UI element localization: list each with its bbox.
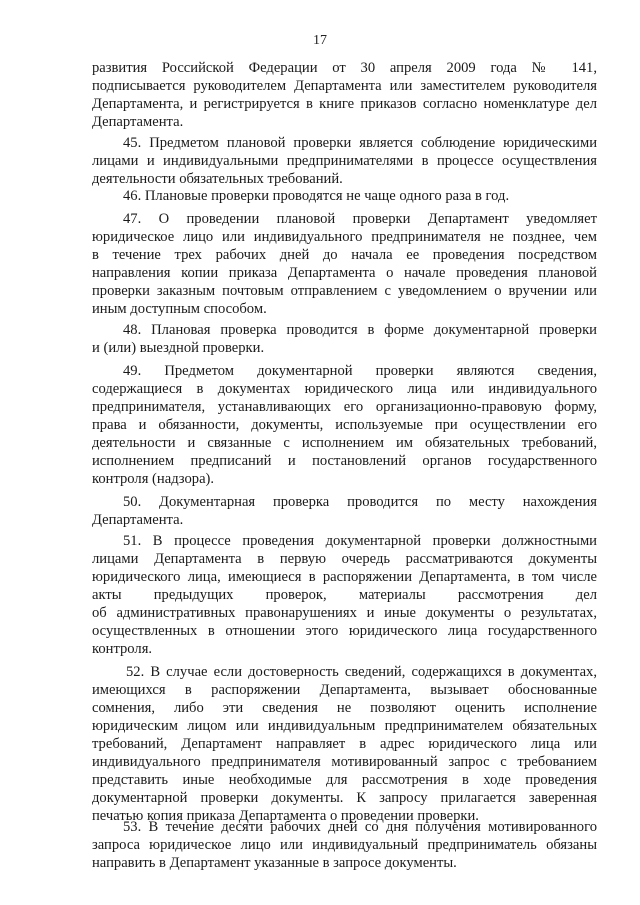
paragraph-50-line: 50. Документарная проверка проводится по месту нахождения [123,494,597,510]
paragraph-45-line: лицами и индивидуальными предпринимателями в процессе осуществления [92,153,597,169]
paragraph-45-line: деятельности обязательных требований. [92,171,343,187]
paragraph-49-line: исполнением предписаний и постановлений органов государственного [92,453,597,469]
paragraph-52-line: имеющихся в распоряжении Департамента, вызывает обоснованные [92,682,597,698]
paragraph-49-line: содержащиеся в документах юридического лица или индивидуального [92,381,597,397]
paragraph-48-line: 48. Плановая проверка проводится в форме документарной проверки [123,322,597,338]
paragraph-49-line: предпринимателя, устанавливающих его организационно-правовую форму, [92,399,597,415]
paragraph-52-line: 52. В случае если достоверность сведений, содержащихся в документах, [126,664,597,680]
paragraph-51-line: контроля. [92,641,153,657]
paragraph-52-line: индивидуального предпринимателя мотивированный запрос с требованием [92,754,597,770]
paragraph-47-line: направления копии приказа Департамента о начале проведения плановой [92,265,597,281]
paragraph-49-line: деятельности и связанные с исполнением им обязательных требований, [92,435,597,451]
paragraph-52-line: требований, Департамент направляет в адрес юридического лица или [92,736,597,752]
paragraph-51-line: акты предыдущих проверок, материалы рассмотрения дел [92,587,597,603]
paragraph-51-line: осуществленных в отношении этого юридического лица государственного [92,623,597,639]
paragraph-52-line: сомнения, либо эти сведения не позволяют оценить исполнение [92,700,597,716]
paragraph-51-line: 51. В процессе проведения документарной проверки должностными [123,533,597,549]
paragraph-49-line: контроля (надзора). [92,471,215,487]
paragraph-44-line: развития Российской Федерации от 30 апреля 2009 года № 141, [92,60,597,76]
paragraph-47-line: 47. О проведении плановой проверки Департамент уведомляет [123,211,597,227]
paragraph-49-line: 49. Предметом документарной проверки являются сведения, [123,363,597,379]
page-number: 17 [313,33,327,48]
paragraph-52-line: печатью копия приказа Департамента о проведении проверки. [92,808,479,824]
paragraph-53-line: запроса юридическое лицо или индивидуальный предприниматель обязаны [92,837,597,853]
paragraph-44-line: Департамента, и регистрируется в книге приказов согласно номенклатуре дел [92,96,597,112]
paragraph-52-line: представить иные необходимые для рассмотрения в ходе проведения [92,772,597,788]
paragraph-52-line: документарной проверки документы. К запросу прилагается заверенная [92,790,597,806]
paragraph-51-line: об административных правонарушениях и иные документы о результатах, [92,605,597,621]
paragraph-51-line: лицами Департамента в первую очередь рассматриваются документы [92,551,597,567]
paragraph-53-line: 53. В течение десяти рабочих дней со дня получения мотивированного [123,819,597,835]
paragraph-51-line: юридического лица, имеющиеся в распоряжении Департамента, в том числе [92,569,597,585]
paragraph-47-line: в течение трех рабочих дней до начала ее проведения посредством [92,247,597,263]
paragraph-46-line: 46. Плановые проверки проводятся не чаще одного раза в год. [123,188,510,204]
paragraph-44-line: подписывается руководителем Департамента или заместителем руководителя [92,78,597,94]
paragraph-48-line: и (или) выездной проверки. [92,340,265,356]
paragraph-53-line: направить в Департамент указанные в запросе документы. [92,855,457,871]
paragraph-47-line: проверки заказным почтовым отправлением с уведомлением о вручении или [92,283,597,299]
paragraph-47-line: иным доступным способом. [92,301,267,317]
paragraph-52-line: юридическим лицом или индивидуальным предпринимателем обязательных [92,718,597,734]
paragraph-47-line: юридическое лицо или индивидуального предпринимателя не позднее, чем [92,229,597,245]
paragraph-49-line: права и обязанности, документы, используемые при осуществлении его [92,417,597,433]
paragraph-45-line: 45. Предметом плановой проверки является соблюдение юридическими [123,135,597,151]
paragraph-50-line: Департамента. [92,512,184,528]
paragraph-44-line: Департамента. [92,114,184,130]
